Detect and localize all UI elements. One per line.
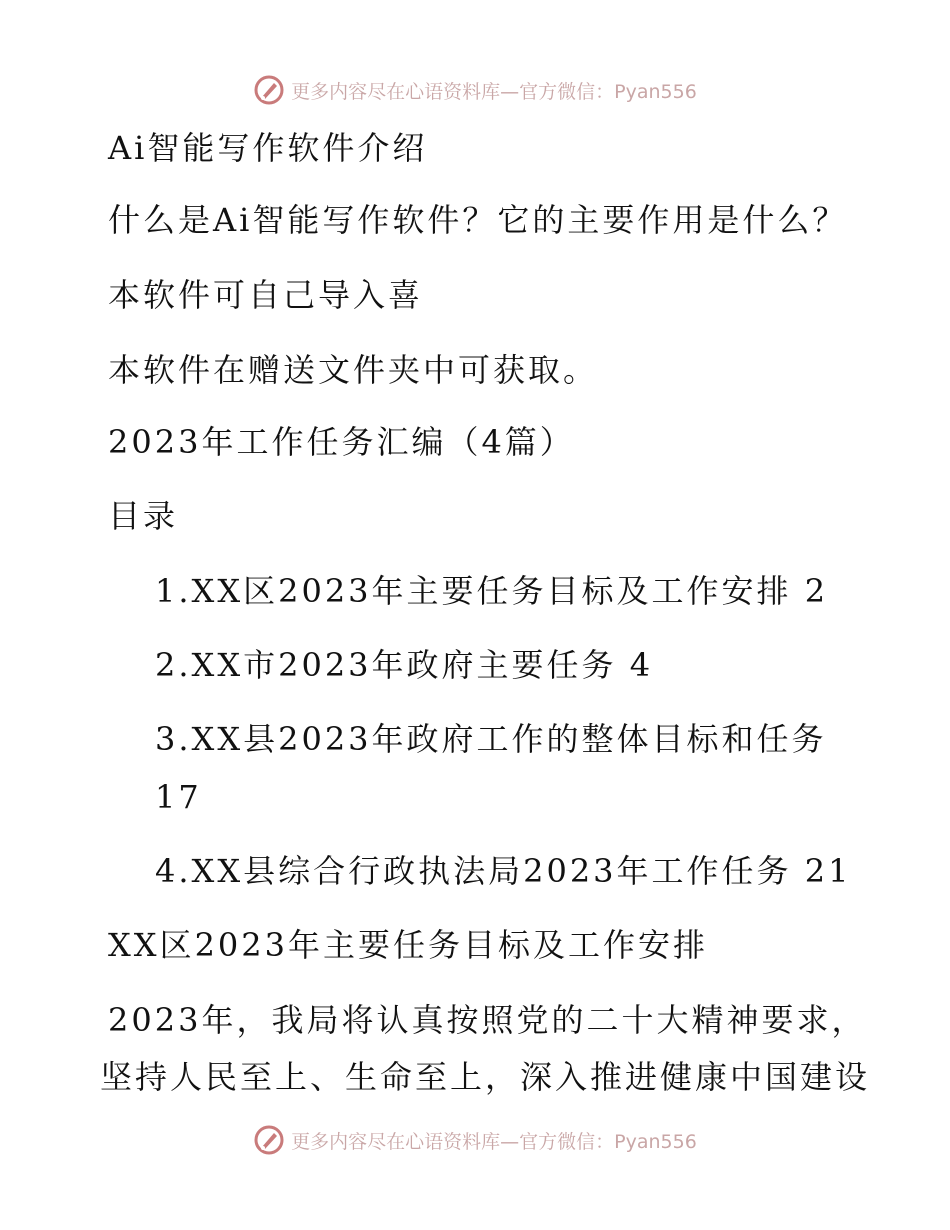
- watermark-text: 更多内容尽在心语资料库—官方微信：Pyan556: [291, 80, 697, 103]
- body-line: 坚持人民至上、生命至上，深入推进健康中国建设: [100, 1058, 871, 1096]
- import-note: 本软件可自己导入喜: [108, 276, 424, 314]
- footer-watermark: [0, 1120, 950, 1160]
- toc-item: 2.XX市2023年政府主要任务 4: [155, 646, 654, 684]
- section-title: XX区2023年主要任务目标及工作安排: [108, 926, 709, 964]
- pen-logo-icon: [253, 1124, 285, 1156]
- toc-item: 1.XX区2023年主要任务目标及工作安排 2: [155, 572, 829, 610]
- toc-item: 3.XX县2023年政府工作的整体目标和任务: [155, 720, 827, 758]
- doc-title: Ai智能写作软件介绍: [108, 129, 428, 167]
- toc-item: 4.XX县综合行政执法局2023年工作任务 21: [155, 852, 852, 890]
- toc-heading: 目录: [108, 497, 179, 535]
- pen-logo-icon: [253, 74, 285, 106]
- header-watermark: [0, 70, 950, 110]
- question-line: 什么是Ai智能写作软件？它的主要作用是什么？: [108, 201, 848, 239]
- watermark-text: 更多内容尽在心语资料库—官方微信：Pyan556: [291, 1130, 697, 1153]
- get-note: 本软件在赠送文件夹中可获取。: [108, 351, 599, 389]
- compilation-title: 2023年工作任务汇编（4篇）: [108, 423, 575, 461]
- body-line: 2023年，我局将认真按照党的二十大精神要求，: [108, 1001, 867, 1039]
- toc-item-page: 17: [155, 778, 202, 816]
